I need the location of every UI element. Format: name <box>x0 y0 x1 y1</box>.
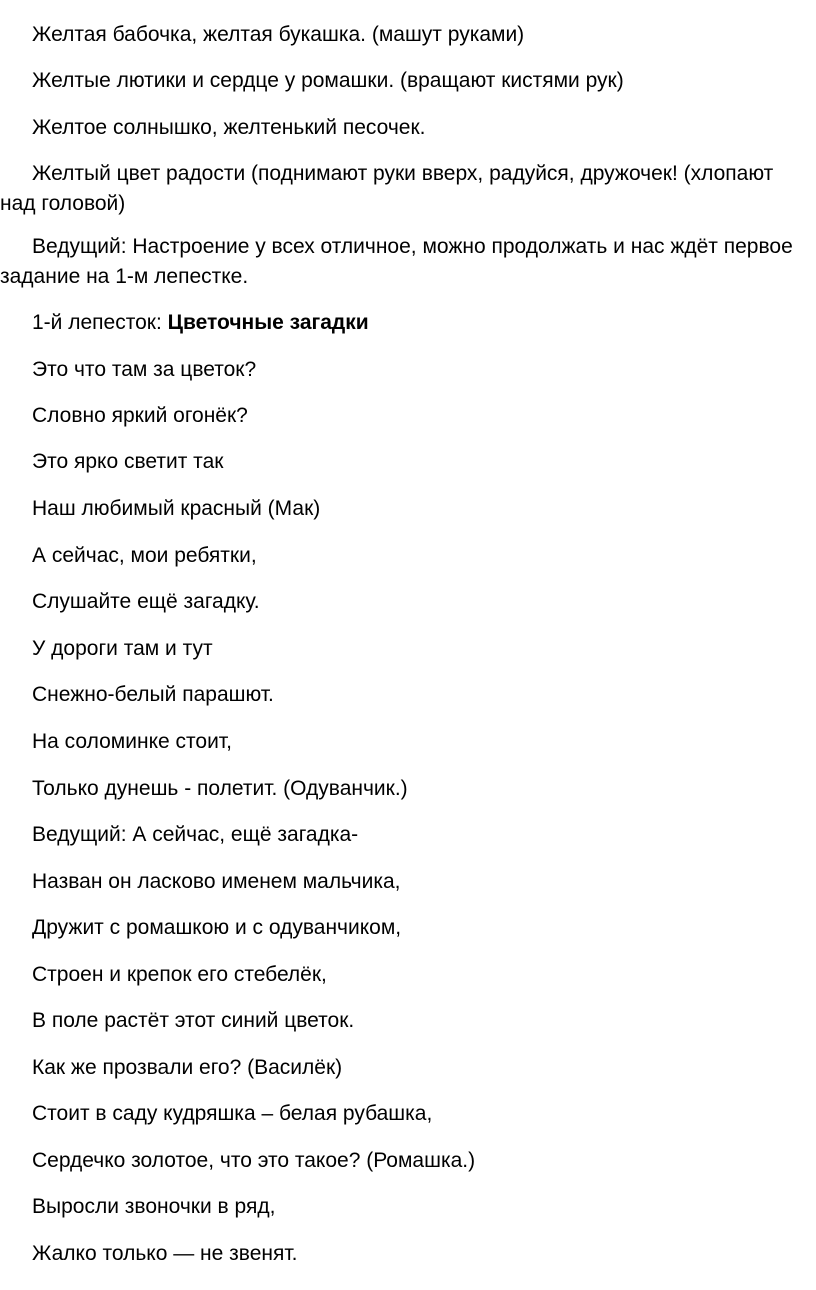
riddle-line: Выросли звоночки в ряд, <box>32 1195 276 1218</box>
paragraph-2: Желтые лютики и сердце у ромашки. (вращают кистями рук) <box>32 69 624 92</box>
riddle-line: Стоит в саду кудряшка – белая рубашка, <box>32 1102 433 1125</box>
riddle-line: Ведущий: А сейчас, ещё загадка- <box>32 823 359 846</box>
riddle-line: Это ярко светит так <box>32 450 224 473</box>
paragraph-4: Желтый цвет радости (поднимают руки вверх, радуйся, дружочек! (хлопают над головой) <box>0 162 774 215</box>
paragraph-5: Ведущий: Настроение у всех отличное, можно продолжать и нас ждёт первое задание на 1-м лепестке. <box>0 235 793 288</box>
riddle-line: Слушайте ещё загадку. <box>32 590 260 613</box>
riddle-line: Снежно-белый парашют. <box>32 683 274 706</box>
paragraph-3: Желтое солнышко, желтенький песочек. <box>32 116 426 139</box>
riddle-line: Как же прозвали его? (Василёк) <box>32 1056 343 1079</box>
riddle-line: В поле растёт этот синий цветок. <box>32 1009 355 1032</box>
riddle-line: Словно яркий огонёк? <box>32 404 248 427</box>
riddle-line: Только дунешь - полетит. (Одуванчик.) <box>32 777 408 800</box>
riddle-line: Строен и крепок его стебелёк, <box>32 963 327 986</box>
riddle-line: У дороги там и тут <box>32 637 213 660</box>
section-heading-title: Цветочные загадки <box>167 311 369 334</box>
riddle-line: Назван он ласково именем мальчика, <box>32 870 401 893</box>
riddle-line: Это что там за цветок? <box>32 358 257 381</box>
riddle-line: Сердечко золотое, что это такое? (Ромашка.) <box>32 1149 476 1172</box>
riddle-line: А сейчас, мои ребятки, <box>32 544 257 567</box>
riddle-line: Наш любимый красный (Мак) <box>32 497 321 520</box>
paragraph-1: Желтая бабочка, желтая букашка. (машут руками) <box>32 23 525 46</box>
riddle-line: Жалко только — не звенят. <box>32 1242 298 1265</box>
section-heading-prefix: 1-й лепесток: <box>32 311 168 334</box>
riddle-line: На соломинке стоит, <box>32 730 232 753</box>
section-heading <box>0 308 812 338</box>
riddle-line: Дружит с ромашкою и с одуванчиком, <box>32 916 402 939</box>
